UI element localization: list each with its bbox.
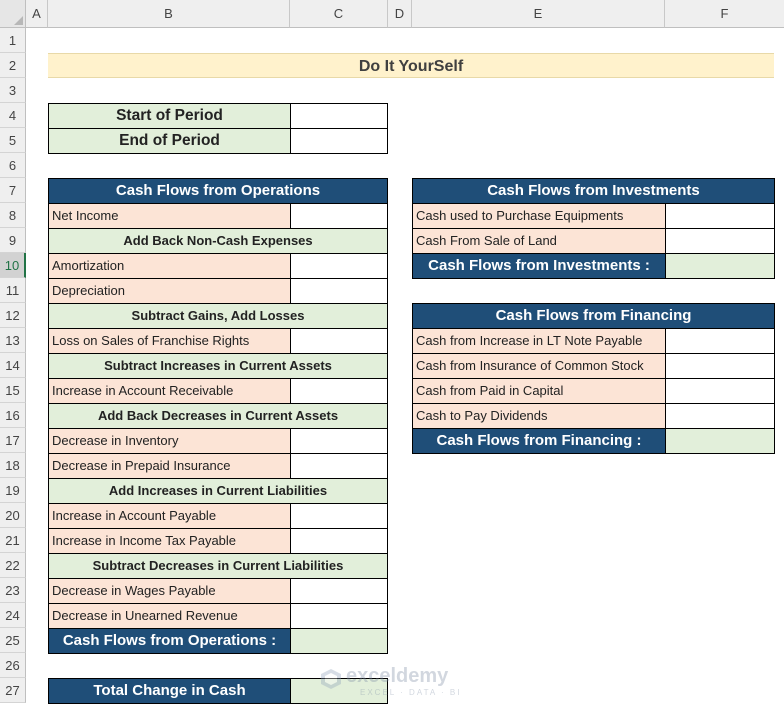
- dividends-input[interactable]: [665, 403, 775, 429]
- account-receivable-label[interactable]: Increase in Account Receivable: [48, 378, 291, 404]
- column-header-e[interactable]: E: [412, 0, 665, 28]
- row-header-21[interactable]: 21: [0, 528, 26, 553]
- land-label[interactable]: Cash From Sale of Land: [412, 228, 666, 254]
- row-header-14[interactable]: 14: [0, 353, 26, 378]
- row-header-20[interactable]: 20: [0, 503, 26, 528]
- increase-liabilities-header[interactable]: Add Increases in Current Liabilities: [48, 478, 388, 504]
- unearned-revenue-label[interactable]: Decrease in Unearned Revenue: [48, 603, 291, 629]
- wages-payable-label[interactable]: Decrease in Wages Payable: [48, 578, 291, 604]
- row-header-11[interactable]: 11: [0, 278, 26, 303]
- exceldemy-logo-icon: [320, 668, 342, 690]
- row-header-17[interactable]: 17: [0, 428, 26, 453]
- income-tax-input[interactable]: [290, 528, 388, 554]
- income-tax-label[interactable]: Increase in Income Tax Payable: [48, 528, 291, 554]
- wages-payable-input[interactable]: [290, 578, 388, 604]
- operations-total-value[interactable]: [290, 628, 388, 654]
- amortization-label[interactable]: Amortization: [48, 253, 291, 279]
- equipments-label[interactable]: Cash used to Purchase Equipments: [412, 203, 666, 229]
- financing-total-value[interactable]: [665, 428, 775, 454]
- decrease-assets-header[interactable]: Add Back Decreases in Current Assets: [48, 403, 388, 429]
- row-header-9[interactable]: 9: [0, 228, 26, 253]
- row-header-2[interactable]: 2: [0, 53, 26, 78]
- row-header-18[interactable]: 18: [0, 453, 26, 478]
- column-header-f[interactable]: F: [665, 0, 784, 28]
- depreciation-input[interactable]: [290, 278, 388, 304]
- dividends-label[interactable]: Cash to Pay Dividends: [412, 403, 666, 429]
- inventory-input[interactable]: [290, 428, 388, 454]
- paid-capital-input[interactable]: [665, 378, 775, 404]
- operations-total-label[interactable]: Cash Flows from Operations :: [48, 628, 291, 654]
- account-payable-label[interactable]: Increase in Account Payable: [48, 503, 291, 529]
- row-header-27[interactable]: 27: [0, 678, 26, 703]
- decrease-liabilities-header[interactable]: Subtract Decreases in Current Liabilities: [48, 553, 388, 579]
- total-change-label[interactable]: Total Change in Cash: [48, 678, 291, 704]
- unearned-revenue-input[interactable]: [290, 603, 388, 629]
- row-header-23[interactable]: 23: [0, 578, 26, 603]
- start-of-period-label[interactable]: Start of Period: [48, 103, 291, 129]
- depreciation-label[interactable]: Depreciation: [48, 278, 291, 304]
- column-header-b[interactable]: B: [48, 0, 290, 28]
- operations-header[interactable]: Cash Flows from Operations: [48, 178, 388, 204]
- investments-total-label[interactable]: Cash Flows from Investments :: [412, 253, 666, 279]
- franchise-rights-label[interactable]: Loss on Sales of Franchise Rights: [48, 328, 291, 354]
- land-input[interactable]: [665, 228, 775, 254]
- watermark-name: exceldemy: [346, 665, 449, 687]
- investments-header[interactable]: Cash Flows from Investments: [412, 178, 775, 204]
- net-income-label[interactable]: Net Income: [48, 203, 291, 229]
- row-header-12[interactable]: 12: [0, 303, 26, 328]
- row-header-13[interactable]: 13: [0, 328, 26, 353]
- franchise-rights-input[interactable]: [290, 328, 388, 354]
- row-header-1[interactable]: 1: [0, 28, 26, 53]
- common-stock-input[interactable]: [665, 353, 775, 379]
- watermark-tagline: EXCEL · DATA · BI: [360, 688, 462, 697]
- row-header-16[interactable]: 16: [0, 403, 26, 428]
- row-header-8[interactable]: 8: [0, 203, 26, 228]
- select-all-corner[interactable]: [0, 0, 26, 28]
- end-of-period-input[interactable]: [290, 128, 388, 154]
- prepaid-insurance-label[interactable]: Decrease in Prepaid Insurance: [48, 453, 291, 479]
- row-header-25[interactable]: 25: [0, 628, 26, 653]
- paid-capital-label[interactable]: Cash from Paid in Capital: [412, 378, 666, 404]
- gains-losses-header[interactable]: Subtract Gains, Add Losses: [48, 303, 388, 329]
- column-header-d[interactable]: D: [388, 0, 412, 28]
- row-header-24[interactable]: 24: [0, 603, 26, 628]
- end-of-period-label[interactable]: End of Period: [48, 128, 291, 154]
- increase-assets-header[interactable]: Subtract Increases in Current Assets: [48, 353, 388, 379]
- common-stock-label[interactable]: Cash from Insurance of Common Stock: [412, 353, 666, 379]
- row-header-6[interactable]: 6: [0, 153, 26, 178]
- investments-total-value[interactable]: [665, 253, 775, 279]
- row-header-26[interactable]: 26: [0, 653, 26, 678]
- prepaid-insurance-input[interactable]: [290, 453, 388, 479]
- row-header-22[interactable]: 22: [0, 553, 26, 578]
- financing-total-label[interactable]: Cash Flows from Financing :: [412, 428, 666, 454]
- exceldemy-watermark: [320, 664, 470, 700]
- sheet-title[interactable]: Do It YourSelf: [48, 53, 774, 78]
- account-payable-input[interactable]: [290, 503, 388, 529]
- net-income-input[interactable]: [290, 203, 388, 229]
- amortization-input[interactable]: [290, 253, 388, 279]
- account-receivable-input[interactable]: [290, 378, 388, 404]
- column-header-a[interactable]: A: [26, 0, 48, 28]
- lt-note-input[interactable]: [665, 328, 775, 354]
- row-header-10[interactable]: 10: [0, 253, 26, 278]
- row-header-3[interactable]: 3: [0, 78, 26, 103]
- row-header-7[interactable]: 7: [0, 178, 26, 203]
- noncash-expenses-header[interactable]: Add Back Non-Cash Expenses: [48, 228, 388, 254]
- financing-header[interactable]: Cash Flows from Financing: [412, 303, 775, 329]
- row-header-15[interactable]: 15: [0, 378, 26, 403]
- start-of-period-input[interactable]: [290, 103, 388, 129]
- column-header-c[interactable]: C: [290, 0, 388, 28]
- equipments-input[interactable]: [665, 203, 775, 229]
- lt-note-label[interactable]: Cash from Increase in LT Note Payable: [412, 328, 666, 354]
- row-header-19[interactable]: 19: [0, 478, 26, 503]
- row-header-5[interactable]: 5: [0, 128, 26, 153]
- inventory-label[interactable]: Decrease in Inventory: [48, 428, 291, 454]
- row-header-4[interactable]: 4: [0, 103, 26, 128]
